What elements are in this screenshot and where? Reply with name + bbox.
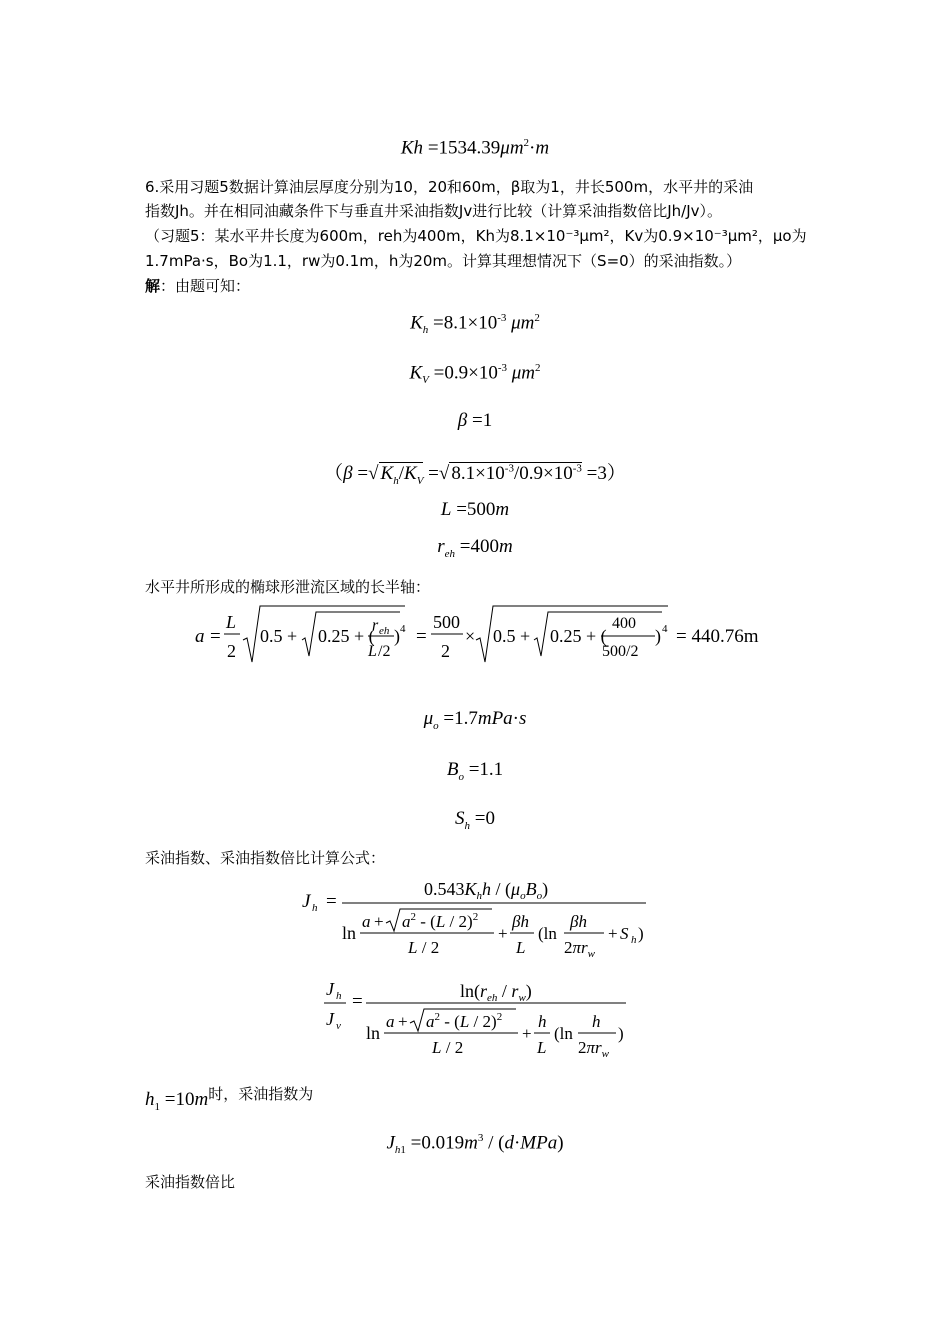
equation-Sh: $S_h =0$	[455, 808, 495, 832]
svg-text:L: L	[368, 643, 377, 660]
svg-text:0.5 +: 0.5 +	[493, 626, 531, 646]
problem-line-2: 指数Jh。并在相同油藏条件下与垂直井采油指数Jv进行比较（计算采油指数倍比Jh/Jv）。	[145, 202, 723, 220]
svg-text:ln: ln	[366, 1023, 381, 1043]
svg-text:ln(reh / rw): $\ln(r_{eh} / r_w)$	[460, 981, 532, 1004]
svg-text:0.25 + (: 0.25 + (	[550, 626, 607, 646]
problem-line-4: 1.7mPa·s，Bo为1.1，rw为0.1m，h为20m。计算其理想情况下（S=0）的采油指数。）	[145, 252, 742, 270]
svg-text:): )	[655, 626, 661, 646]
svg-text:a: a	[362, 912, 371, 931]
svg-text:h: h	[538, 1012, 547, 1031]
svg-text:0.543Khh / (μoBo): $0.543K_hh / (\mu_oB_o)$	[424, 879, 549, 902]
problem-line-1: 6.采用习题5数据计算油层厚度分别为10，20和60m，β取为1，井长500m，水平井的采油	[145, 178, 754, 196]
svg-text:J: J	[302, 891, 311, 912]
equation-half-axis	[190, 600, 770, 670]
svg-text:βh: βh	[570, 912, 587, 931]
svg-text:0.25 + (: 0.25 + (	[318, 626, 375, 646]
svg-text:a: a	[195, 626, 205, 647]
svg-text:J: J	[326, 1009, 334, 1029]
ratio-text: 采油指数倍比	[145, 1173, 236, 1191]
svg-text:2: 2	[441, 641, 450, 661]
equation-jh-jv-ratio	[320, 975, 640, 1065]
svg-text:+: +	[522, 1024, 532, 1043]
half-axis-result: = 440.76m	[676, 626, 759, 647]
svg-text:): )	[394, 626, 400, 646]
svg-text:L / 2: L / 2	[432, 1038, 464, 1057]
svg-text:=: =	[416, 626, 427, 647]
svg-text:L: L	[516, 938, 526, 957]
svg-text:2: 2	[227, 641, 236, 661]
svg-text:(ln: (ln	[538, 924, 557, 943]
svg-text:L / 2: L / 2	[408, 938, 440, 957]
h1-line: $h_1 =10m^{时,采油指数为}$	[145, 1085, 314, 1113]
equation-reh: $r_{eh} =400m$	[437, 536, 513, 560]
equation-Bo: $B_o =1.1$	[446, 759, 504, 783]
equation-jh	[298, 873, 668, 963]
svg-text:4: 4	[400, 623, 406, 635]
svg-text:+: +	[374, 912, 384, 931]
svg-text:500/2: 500/2	[602, 643, 639, 660]
svg-text:×: ×	[465, 626, 476, 646]
formula-text: 采油指数、采油指数倍比计算公式：	[145, 849, 386, 867]
equation-jh1: $J_{h1} =0.019m^3 / (d\cdot MPa)$	[386, 1132, 564, 1157]
svg-text:r: r	[372, 617, 379, 634]
svg-text:βh: βh	[512, 912, 529, 931]
svg-text:0.5 +: 0.5 +	[260, 626, 298, 646]
svg-text:): )	[638, 924, 644, 943]
svg-text:a2 - (L / 2)2: $a^2 - (L / 2)^2$	[426, 1011, 503, 1031]
svg-text:=: =	[326, 891, 337, 912]
svg-text:): )	[618, 1024, 624, 1043]
svg-text:/2: /2	[378, 643, 391, 660]
solution-label: 解	[145, 277, 161, 295]
svg-text:h: h	[336, 990, 342, 1002]
svg-text:L: L	[537, 1038, 547, 1057]
svg-text:a2 - (L / 2)2: $a^2 - (L / 2)^2$	[402, 911, 479, 931]
svg-text:ln: ln	[342, 923, 357, 943]
svg-text:+: +	[608, 924, 618, 943]
svg-text:L: L	[226, 612, 237, 632]
h1-text: 时，采油指数为	[208, 1085, 314, 1103]
equation-beta-calc: （β =√ $K_h/K_V$ =√ $8.1\times 10^{-3}/0.9\times 10^{-3} =3$）	[324, 462, 626, 487]
equation-kh-product: $Kh =1534.39\mu m^2\cdot m$	[400, 137, 550, 159]
svg-text:=: =	[210, 626, 221, 647]
solution-text: ：由题可知：	[160, 277, 251, 295]
svg-text:2πrw: $2\pi r_w$	[578, 1038, 609, 1060]
svg-text:(ln: (ln	[554, 1024, 573, 1043]
svg-text:h: h	[631, 934, 637, 946]
svg-text:400: 400	[612, 615, 636, 632]
svg-text:2πrw: $2\pi r_w$	[564, 938, 595, 960]
svg-text:eh: eh	[379, 625, 390, 637]
svg-text:a: a	[386, 1012, 395, 1031]
svg-text:v: v	[336, 1020, 341, 1032]
svg-text:4: 4	[662, 623, 668, 635]
svg-text:+: +	[398, 1012, 408, 1031]
svg-text:=: =	[352, 991, 363, 1012]
solution-line	[145, 274, 825, 298]
axis-text: 水平井所形成的椭球形泄流区域的长半轴：	[145, 578, 431, 596]
svg-text:+: +	[498, 924, 508, 943]
equation-L: L =500m	[440, 499, 510, 520]
svg-text:S: S	[620, 924, 629, 943]
equation-kv: $K_V =0.9\times 10^{-3}$ $\mu m^2$	[409, 362, 541, 387]
svg-text:J: J	[326, 979, 334, 999]
svg-text:500: 500	[433, 612, 460, 632]
equation-mu: $\mu_o =1.7mPa\cdot s$	[423, 708, 527, 732]
equation-beta: β =1	[457, 410, 493, 431]
problem-line-3: （习题5：某水平井长度为600m，reh为400m，Kh为8.1×10⁻³μm²，Kv为0.9×10⁻³μm²，μo为	[145, 227, 807, 245]
equation-kh: $K_h =8.1\times 10^{-3}$ $\mu m^2$	[410, 312, 540, 337]
svg-text:h: h	[312, 902, 318, 914]
svg-text:h: h	[592, 1012, 601, 1031]
